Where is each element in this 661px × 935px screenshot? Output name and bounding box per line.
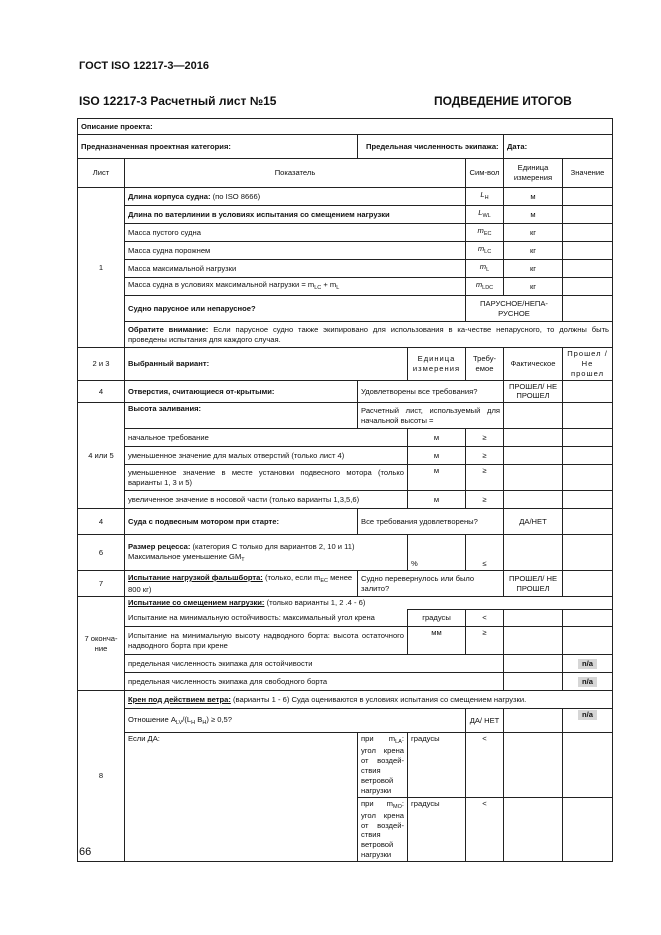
waterline-length-label: Длина по ватерлинии в условиях испытания со смещением нагрузки <box>125 206 466 224</box>
wind-heel-mo-actual[interactable] <box>504 797 563 861</box>
waterline-length-value[interactable] <box>563 206 613 224</box>
downflooding-row: увеличенное значение в носовой части (только варианты 1,3,5,6) <box>125 491 408 509</box>
hull-length-value[interactable] <box>563 188 613 206</box>
crew-limit-label: Предельная численность экипажа: <box>366 141 499 151</box>
loaded-mass-symbol: $m_{LDC}$ <box>466 278 504 296</box>
max-load-mass-symbol: $m_L$ <box>466 260 504 278</box>
wind-heel-mo-unit: градусы <box>408 797 466 861</box>
crew-stability-actual[interactable] <box>504 655 563 673</box>
empty-mass-label: Масса пустого судна <box>125 224 466 242</box>
crew-freeboard-na: n/a <box>563 673 613 691</box>
crew-freeboard-label: предельная численность экипажа для свободного борта <box>125 673 504 691</box>
empty-mass-symbol: $m_{EC}$ <box>466 224 504 242</box>
outboard-value[interactable] <box>563 509 613 535</box>
min-stability-actual[interactable] <box>504 610 563 627</box>
openings-question: Удовлетворены все требования? <box>358 380 504 403</box>
openings-value[interactable] <box>563 380 613 403</box>
sheet-4-or-5-number: 4 или 5 <box>78 403 125 509</box>
sheet-1-number: 1 <box>78 188 125 348</box>
openings-label: Отверстия, считающиеся от-крытыми: <box>125 380 358 403</box>
hull-length-label: Длина корпуса судна: (по ISO 8666) <box>125 188 466 206</box>
sheet-8-number: 8 <box>78 691 125 862</box>
attention-note: Обратите внимание: Если парусное судно также экипировано для использования в ка-честве непарусного, то должны быть проведены испытания для каждого случая. <box>125 322 613 348</box>
min-stability-label: Испытание на минимальную остойчивость: максимальный угол крена <box>125 610 408 627</box>
design-category-field[interactable] <box>78 135 358 159</box>
col-symbol: Сим-вол <box>466 159 504 188</box>
light-mass-value[interactable] <box>563 242 613 260</box>
sheet-7-end-number: 7 оконча-ние <box>78 597 125 691</box>
wind-heel-la-req: < <box>466 733 504 797</box>
min-freeboard-label: Испытание на минимальную высоту надводного борта: высота остаточного надводного борта при крене <box>125 627 408 655</box>
sheet-6-number: 6 <box>78 535 125 571</box>
project-description-field[interactable] <box>78 119 613 135</box>
downflooding-actual[interactable] <box>504 429 563 447</box>
chosen-variant-unit: Единица измерения <box>408 348 466 381</box>
sailing-type-value[interactable] <box>563 296 613 322</box>
light-mass-label: Масса судна порожнем <box>125 242 466 260</box>
hull-length-unit: м <box>504 188 563 206</box>
wind-heel-mo-pass[interactable] <box>563 797 613 861</box>
min-freeboard-unit: мм <box>408 627 466 655</box>
wind-heel-la-unit: градусы <box>408 733 466 797</box>
col-sheet: Лист <box>78 159 125 188</box>
downflooding-row: начальное требование <box>125 429 408 447</box>
wind-heel-label: Крен под действием ветра: (варианты 1 - 6) Суда оцениваются в условиях испытания со смещением нагрузки. <box>125 691 613 709</box>
bulwark-question: Судно перевернулось или было залито? <box>358 571 504 597</box>
bulwark-answer[interactable]: ПРОШЕЛ/ НЕ ПРОШЕЛ <box>504 571 563 597</box>
downflooding-actual[interactable] <box>504 491 563 509</box>
min-freeboard-actual[interactable] <box>504 627 563 655</box>
downflooding-req: ≥ <box>466 491 504 509</box>
max-load-mass-unit: кг <box>504 260 563 278</box>
downflooding-req: ≥ <box>466 465 504 491</box>
downflooding-pass[interactable] <box>563 429 613 447</box>
page-number: 66 <box>79 846 92 858</box>
sailing-type-label: Судно парусное или непарусное? <box>125 296 466 322</box>
outboard-answer[interactable]: ДА/НЕТ <box>504 509 563 535</box>
downflooding-pass[interactable] <box>563 491 613 509</box>
sheet-4-openings-number: 4 <box>78 380 125 403</box>
crew-stability-na: n/a <box>563 655 613 673</box>
downflooding-label: Высота заливания: <box>125 403 358 429</box>
section-title: ПОДВЕДЕНИЕ ИТОГОВ <box>434 94 572 108</box>
empty-mass-value[interactable] <box>563 224 613 242</box>
downflooding-req: ≥ <box>466 429 504 447</box>
downflooding-unit: м <box>408 491 466 509</box>
crew-freeboard-actual[interactable] <box>504 673 563 691</box>
max-load-mass-label: Масса максимальной нагрузки <box>125 260 466 278</box>
calculation-sheet-table <box>77 118 613 862</box>
if-yes-label: Если ДА: <box>125 733 358 797</box>
min-stability-pass[interactable] <box>563 610 613 627</box>
chosen-variant-required: Требу-емое <box>466 348 504 381</box>
chosen-variant-label: Выбранный вариант: <box>125 348 408 381</box>
outboard-question: Все требования удовлетворены? <box>358 509 504 535</box>
downflooding-actual[interactable] <box>504 447 563 465</box>
min-freeboard-req: ≥ <box>466 627 504 655</box>
downflooding-actual[interactable] <box>504 465 563 491</box>
design-category-label: Предназначенная проектная категория: <box>81 141 231 151</box>
recess-actual[interactable] <box>504 535 563 571</box>
wind-heel-la-label: при $m_{LA}$: угол крена от воздей-ствия ветровой нагрузки <box>358 733 408 797</box>
standard-number: ГОСТ ISO 12217-3—2016 <box>79 60 209 72</box>
downflooding-req: ≥ <box>466 447 504 465</box>
col-value: Значение <box>563 159 613 188</box>
min-stability-unit: градусы <box>408 610 466 627</box>
loaded-mass-label: Масса судна в условиях максимальной нагрузки = $m_{LC} + m_L$ <box>125 278 466 296</box>
col-unit: Единица измерения <box>504 159 563 188</box>
wind-heel-la-pass[interactable] <box>563 733 613 797</box>
recess-pass[interactable] <box>563 535 613 571</box>
project-description-label: Описание проекта: <box>81 121 153 131</box>
downflooding-pass[interactable] <box>563 447 613 465</box>
empty-mass-unit: кг <box>504 224 563 242</box>
recess-unit: % <box>408 535 466 571</box>
recess-label: Размер рецесса: (категория С только для вариантов 2, 10 и 11) Максимальное уменьшение $GM_T$ <box>125 535 408 571</box>
col-indicator: Показатель <box>125 159 466 188</box>
area-ratio-actual[interactable] <box>504 709 563 733</box>
sheet-4-outboard-number: 4 <box>78 509 125 535</box>
recess-req: ≤ <box>466 535 504 571</box>
downflooding-unit: м <box>408 465 466 491</box>
bulwark-label: Испытание нагрузкой фальшборта: (только, если $m_{EC}$ менее 800 кг) <box>125 571 358 597</box>
area-ratio-na: n/a <box>563 709 613 733</box>
outboard-label: Суда с подвесным мотором при старте: <box>125 509 358 535</box>
wind-heel-mo-label: при $m_{MO}$: угол крена от воздей-ствия ветровой нагрузки <box>358 797 408 861</box>
bulwark-value[interactable] <box>563 571 613 597</box>
downflooding-unit: м <box>408 429 466 447</box>
chosen-variant-pass: Прошел / Не прошел <box>563 348 613 381</box>
area-ratio-label: Отношение $A_{LV}/(L_H$ $B_H) \ge 0,5$? <box>125 709 466 733</box>
sheet-7-number: 7 <box>78 571 125 597</box>
waterline-length-symbol: $L_{WL}$ <box>466 206 504 224</box>
crew-stability-label: предельная численность экипажа для остойчивости <box>125 655 504 673</box>
loaded-mass-unit: кг <box>504 278 563 296</box>
sheet-2-3-number: 2 и 3 <box>78 348 125 381</box>
sheet-title: ISO 12217-3 Расчетный лист №15 <box>79 94 277 108</box>
crew-limit-field[interactable] <box>358 135 504 159</box>
date-field[interactable] <box>504 135 613 159</box>
openings-answer[interactable]: ПРОШЕЛ/ НЕ ПРОШЕЛ <box>504 380 563 403</box>
downflooding-pass[interactable] <box>563 403 613 429</box>
min-stability-req: < <box>466 610 504 627</box>
wind-heel-la-actual[interactable] <box>504 733 563 797</box>
sailing-type-answer[interactable]: ПАРУСНОЕ/НЕПА-РУСНОЕ <box>466 296 563 322</box>
min-freeboard-pass[interactable] <box>563 627 613 655</box>
if-yes-spacer <box>125 797 358 861</box>
downflooding-row: уменьшенное значение в месте установки подвесного мотора (только варианты 1, 3 и 5) <box>125 465 408 491</box>
loaded-mass-value[interactable] <box>563 278 613 296</box>
hull-length-symbol: $L_H$ <box>466 188 504 206</box>
light-mass-unit: кг <box>504 242 563 260</box>
downflooding-unit: м <box>408 447 466 465</box>
downflooding-pass[interactable] <box>563 465 613 491</box>
waterline-length-unit: м <box>504 206 563 224</box>
downflooding-sheet-value[interactable] <box>504 403 563 429</box>
downflooding-row: уменьшенное значение для малых отверстий (только лист 4) <box>125 447 408 465</box>
shifted-load-label: Испытание со смещением нагрузки: (только варианты 1, 2 .4 - 6) <box>125 597 613 610</box>
date-label: Дата: <box>507 141 528 151</box>
light-mass-symbol: $m_{LC}$ <box>466 242 504 260</box>
area-ratio-answer[interactable]: ДА/ НЕТ <box>466 709 504 733</box>
chosen-variant-actual: Фактическое <box>504 348 563 381</box>
wind-heel-mo-req: < <box>466 797 504 861</box>
downflooding-desc: Расчетный лист, используемый для начальной высоты = <box>358 403 504 429</box>
max-load-mass-value[interactable] <box>563 260 613 278</box>
